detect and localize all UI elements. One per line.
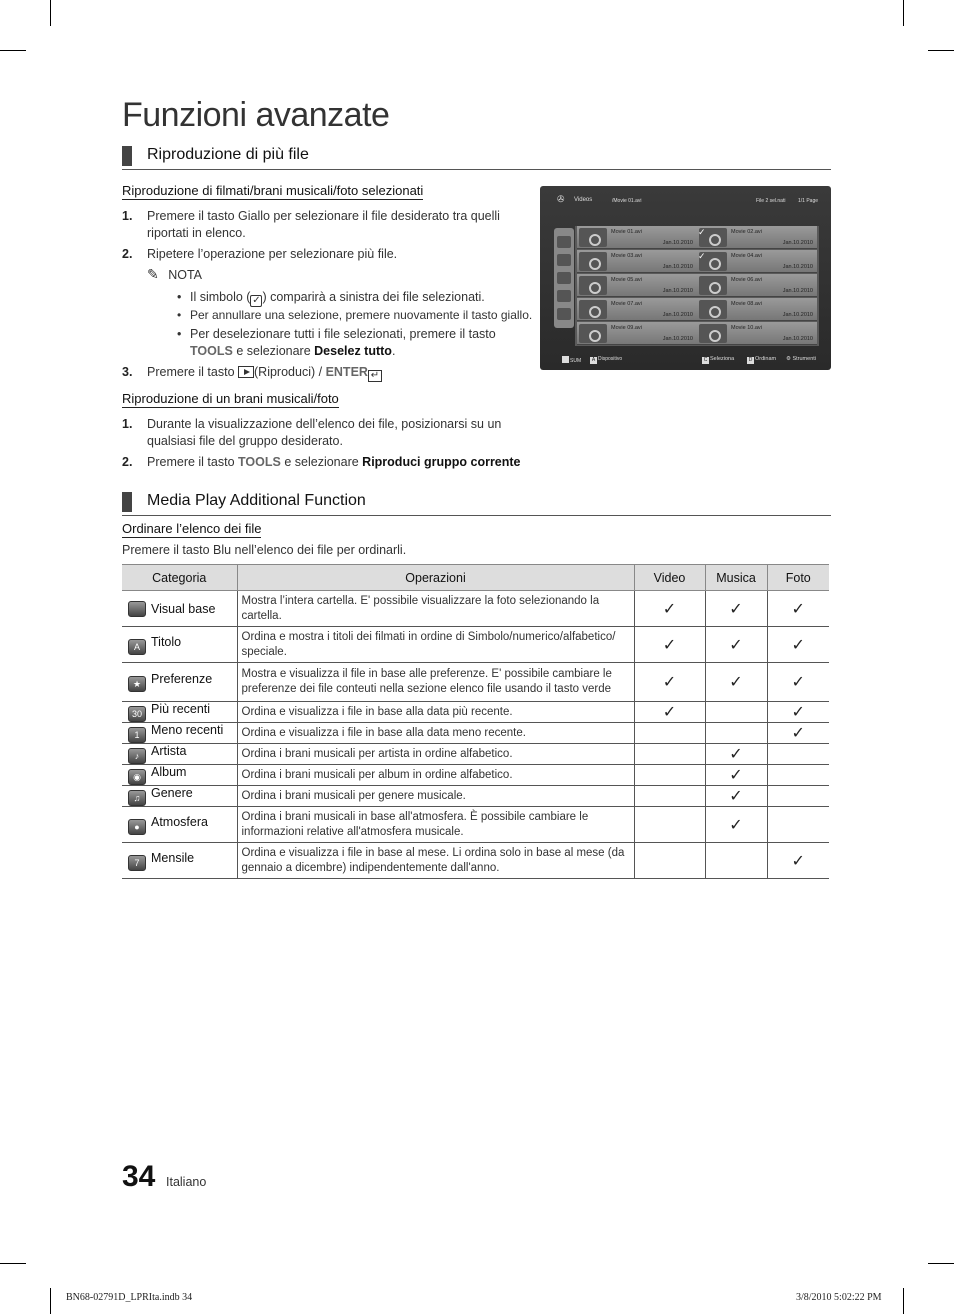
sort-options-table — [122, 564, 829, 879]
footer-tools — [786, 356, 816, 362]
step-number: 3. — [122, 365, 133, 379]
file-item[interactable] — [577, 322, 697, 345]
subsection-title: Riproduzione di filmati/brani musicali/foto selezionati — [122, 183, 424, 198]
section-heading-text: Media Play Additional Function — [147, 492, 366, 509]
category-cell — [122, 786, 237, 807]
category-name: Preferenze — [151, 672, 213, 686]
photo-cell — [767, 591, 829, 627]
bullet-text: Il simbolo ( — [190, 290, 251, 304]
category-name: Atmosfera — [151, 814, 208, 829]
footer-select — [702, 356, 734, 364]
footer-sum — [562, 356, 581, 364]
file-date: Jan.10.2010 — [782, 264, 813, 270]
operation-cell: Ordina i brani musicali in base all'atmosfera. È possibile cambiare le informazioni relative all'atmosfera musicale. — [237, 807, 634, 843]
file-item[interactable] — [577, 274, 697, 297]
header-photo: Foto — [767, 565, 829, 591]
category-cell — [122, 723, 237, 744]
selected-check-icon: ✓ — [698, 251, 706, 261]
note-bullet — [190, 326, 496, 360]
file-thumbnail — [579, 228, 607, 247]
check-mark-icon: ✓ — [729, 767, 743, 784]
category-cell — [122, 807, 237, 843]
operation-cell: Ordina e mostra i titoli dei filmati in ordine di Simbolo/numerico/alfabetico/ speciale. — [237, 627, 634, 663]
page-title: Funzioni avanzate — [122, 96, 390, 134]
operation-cell: Ordina i brani musicali per artista in ordine alfabetico. — [237, 744, 634, 765]
footer-tools-label: Strumenti — [792, 356, 817, 362]
category-name: Artista — [151, 744, 187, 758]
print-timestamp: 3/8/2010 5:02:22 PM — [796, 1292, 882, 1303]
film-reel-icon — [589, 330, 601, 342]
album-icon: ◉ — [128, 769, 146, 785]
music-cell — [705, 786, 767, 807]
step-text-part: e selezionare — [280, 455, 363, 469]
step-line: Premere il tasto Giallo per selezionare il file desiderato tra quelli — [147, 209, 500, 223]
tab-icon[interactable] — [557, 272, 571, 284]
file-item[interactable] — [577, 298, 697, 321]
screenshot-header — [540, 186, 831, 216]
check-mark-icon: ✓ — [729, 600, 743, 618]
screenshot-title: Videos — [574, 197, 593, 203]
genre-icon: ♫ — [128, 790, 146, 806]
music-cell — [705, 627, 767, 663]
video-cell — [634, 702, 705, 723]
check-mark-icon: ✓ — [791, 852, 805, 870]
file-date: Jan.10.2010 — [662, 264, 693, 270]
operation-cell: Ordina i brani musicali per genere musicale. — [237, 786, 634, 807]
file-date: Jan.10.2010 — [662, 288, 693, 294]
crop-mark — [928, 1263, 954, 1264]
crop-mark — [0, 1263, 26, 1264]
film-reel-icon — [709, 258, 721, 270]
film-reel-icon — [709, 282, 721, 294]
page-number: 34 — [122, 1160, 156, 1193]
photo-cell — [767, 807, 829, 843]
bullet-line — [190, 343, 496, 360]
table-row — [122, 744, 829, 765]
crop-mark — [903, 1288, 904, 1314]
file-item[interactable] — [577, 250, 697, 273]
tab-icon[interactable] — [557, 308, 571, 320]
step-line: qualsiasi file del gruppo desiderato. — [147, 434, 343, 448]
header-video: Video — [634, 565, 705, 591]
file-date: Jan.10.2010 — [782, 336, 813, 342]
tab-icon[interactable] — [557, 236, 571, 248]
check-mark-icon: ✓ — [662, 636, 677, 654]
video-cell — [634, 807, 705, 843]
video-cell — [634, 786, 705, 807]
step-text — [147, 416, 501, 450]
operation-cell: Ordina e visualizza i file in base alla data più recente. — [237, 702, 634, 723]
note-block — [147, 266, 202, 284]
check-mark-icon: ✓ — [791, 674, 805, 691]
operation-cell: Mostra l’intera cartella. E' possibile visualizzare la foto selezionando la cartella. — [237, 591, 634, 627]
film-reel-icon — [709, 306, 721, 318]
table-row — [122, 627, 829, 663]
music-cell — [705, 663, 767, 702]
photo-cell — [767, 663, 829, 702]
file-thumbnail — [579, 252, 607, 271]
file-name: Movie 06.avi — [731, 277, 762, 283]
step-number: 2. — [122, 455, 133, 469]
tools-icon: ⚙ — [786, 356, 791, 362]
category-name: Mensile — [151, 850, 195, 865]
step-text — [147, 364, 382, 382]
file-date: Jan.10.2010 — [782, 240, 813, 246]
table-row — [122, 786, 829, 807]
section-heading — [122, 490, 831, 516]
photo-cell — [767, 723, 829, 744]
file-thumbnail — [579, 300, 607, 319]
deselect-all-label: Deselez tutto — [314, 344, 392, 358]
tools-key: TOOLS — [190, 344, 233, 358]
music-cell — [705, 843, 767, 879]
check-mark-icon: ✓ — [662, 704, 677, 721]
tab-icon[interactable] — [557, 290, 571, 302]
table-row — [122, 843, 829, 879]
enter-icon: ↵ — [368, 370, 382, 382]
file-name: Movie 07.avi — [611, 301, 642, 307]
crop-mark — [50, 0, 51, 26]
file-name: Movie 10.avi — [731, 325, 762, 331]
title-a-icon: A — [128, 639, 146, 655]
check-mark-icon: ✓ — [729, 788, 743, 805]
music-cell — [705, 765, 767, 786]
music-cell — [705, 744, 767, 765]
file-date: Jan.10.2010 — [782, 288, 813, 294]
header-operations: Operazioni — [237, 565, 634, 591]
bullet-text: e selezionare — [232, 344, 315, 358]
note-pencil-icon: ✎ — [147, 266, 159, 282]
bullet-text: • Per deselezionare tutti i file selezionati, premere il tasto — [190, 327, 496, 341]
folder-icon — [128, 601, 146, 617]
sum-key-icon — [562, 356, 569, 363]
check-mark-icon: ✓ — [729, 746, 743, 763]
photo-cell — [767, 744, 829, 765]
video-cell — [634, 723, 705, 744]
calendar-30-icon: 30 — [128, 706, 146, 722]
video-cell — [634, 744, 705, 765]
video-cell — [634, 663, 705, 702]
operation-cell: Ordina e visualizza i file in base al mese. Li ordina solo in base al mese (da gennaio a dicembre) indipendentemente dall'anno. — [237, 843, 634, 879]
category-name: Album — [151, 765, 187, 779]
file-item[interactable] — [697, 298, 817, 321]
note-label: NOTA — [168, 268, 203, 282]
category-cell — [122, 627, 237, 663]
film-reel-icon — [589, 258, 601, 270]
film-reel-icon — [589, 306, 601, 318]
photo-cell — [767, 627, 829, 663]
bullet-text: ) comparirà a sinistra dei file selezionati. — [262, 290, 485, 304]
file-thumbnail — [699, 276, 727, 295]
operation-cell: Ordina i brani musicali per album in ordine alfabetico. — [237, 765, 634, 786]
category-name: Genere — [151, 786, 193, 800]
video-cell — [634, 843, 705, 879]
screenshot-status: File 2 sel.nati — [756, 198, 786, 204]
music-cell — [705, 807, 767, 843]
section-bar — [122, 146, 132, 166]
table-header-row — [122, 565, 829, 591]
check-mark-icon: ✓ — [662, 600, 677, 618]
category-name: Titolo — [151, 634, 182, 649]
category-cell — [122, 765, 237, 786]
crop-mark — [0, 50, 26, 51]
footer-sum-label: SUM — [570, 358, 582, 364]
music-cell — [705, 591, 767, 627]
step-line: riportati in elenco. — [147, 226, 246, 240]
bullet-text: . — [391, 344, 396, 358]
photo-cell — [767, 702, 829, 723]
check-mark-icon: ✓ — [791, 636, 805, 654]
photo-cell — [767, 786, 829, 807]
file-name: Movie 03.avi — [611, 253, 642, 259]
footer-sort-label: Ordinam — [755, 356, 777, 362]
play-button-icon — [238, 366, 254, 378]
file-date: Jan.10.2010 — [782, 312, 813, 318]
table-row — [122, 702, 829, 723]
step-text-part: Premere il tasto — [147, 365, 239, 379]
film-reel-icon — [709, 234, 721, 246]
header-category: Categoria — [122, 565, 237, 591]
footer-device-label: Dispositivo — [598, 356, 623, 362]
file-date: Jan.10.2010 — [662, 240, 693, 246]
check-mark-icon: ✓ — [729, 636, 743, 654]
table-row — [122, 807, 829, 843]
selected-check-icon: ✓ — [698, 227, 706, 237]
a-key: A — [591, 357, 596, 363]
file-name: Movie 01.avi — [611, 229, 642, 235]
footer-select-label: Seleziona — [710, 356, 735, 362]
crop-mark — [903, 0, 904, 26]
screenshot-page: 1/1 Page — [798, 198, 819, 204]
film-reel-icon — [709, 330, 721, 342]
crop-mark — [928, 50, 954, 51]
check-symbol-icon: ✓ — [252, 295, 261, 306]
file-item[interactable] — [697, 274, 817, 297]
step-text-part: (Riproduci) / — [254, 365, 326, 379]
c-key: C — [703, 357, 708, 363]
step-text — [147, 454, 521, 471]
file-name: Movie 08.avi — [731, 301, 762, 307]
check-mark-icon: ✓ — [729, 674, 743, 691]
video-cell — [634, 765, 705, 786]
music-cell — [705, 702, 767, 723]
enter-key: ENTER — [325, 365, 368, 379]
category-tabs — [554, 228, 574, 328]
step-number: 2. — [122, 247, 133, 261]
film-reel-icon — [589, 282, 601, 294]
check-mark-icon: ✓ — [791, 704, 805, 721]
subsection-title: Ordinare l’elenco dei file — [122, 521, 262, 536]
file-grid — [575, 226, 819, 346]
photo-cell — [767, 843, 829, 879]
step-number: 1. — [122, 209, 133, 223]
video-cell — [634, 627, 705, 663]
subsection-title: Riproduzione di un brani musicali/foto — [122, 391, 339, 406]
calendar-7-icon: 7 — [128, 855, 146, 871]
section-heading-text: Riproduzione di più file — [147, 146, 309, 163]
calendar-1-icon: 1 — [128, 727, 146, 743]
page-language: Italiano — [166, 1175, 207, 1189]
tv-screenshot — [540, 186, 831, 370]
file-thumbnail — [579, 324, 607, 343]
category-cell — [122, 744, 237, 765]
category-cell — [122, 843, 237, 879]
artist-icon: ♪ — [128, 748, 146, 764]
file-name: Movie 09.avi — [611, 325, 642, 331]
category-cell — [122, 702, 237, 723]
note-bullet — [190, 289, 485, 307]
step-number: 1. — [122, 417, 133, 431]
check-mark-icon: ✓ — [662, 674, 677, 691]
operation-cell: Mostra e visualizza il file in base alle preferenze. E' possibile cambiare le preferenze dei file conteuti nella sezione elenco file usando il tasto verde — [237, 663, 634, 702]
step-text — [147, 208, 500, 242]
file-item[interactable] — [697, 226, 817, 249]
music-cell — [705, 723, 767, 744]
photo-cell — [767, 765, 829, 786]
d-key: D — [748, 357, 753, 363]
file-item[interactable] — [697, 322, 817, 345]
file-thumbnail — [699, 300, 727, 319]
category-cell — [122, 591, 237, 627]
crop-mark — [50, 1288, 51, 1314]
table-row — [122, 765, 829, 786]
file-name: Movie 05.avi — [611, 277, 642, 283]
print-file-info: BN68-02791D_LPRIta.indb 34 — [66, 1292, 193, 1303]
section-bar — [122, 492, 132, 512]
star-icon: ★ — [128, 676, 146, 692]
category-name: Visual base — [151, 601, 216, 616]
tools-key: TOOLS — [238, 455, 281, 469]
check-mark-icon: ✓ — [729, 816, 743, 834]
file-thumbnail — [699, 324, 727, 343]
tab-icon[interactable] — [557, 254, 571, 266]
operation-cell: Ordina e visualizza i file in base alla data meno recente. — [237, 723, 634, 744]
file-date: Jan.10.2010 — [662, 336, 693, 342]
play-group-label: Riproduci gruppo corrente — [362, 455, 521, 469]
note-bullet: • Per annullare una selezione, premere nuovamente il tasto giallo. — [190, 307, 532, 324]
footer-device — [590, 356, 622, 364]
section-heading — [122, 144, 831, 170]
screenshot-footer — [540, 350, 831, 370]
file-name: Movie 02.avi — [731, 229, 762, 235]
table-row — [122, 591, 829, 627]
file-item[interactable] — [697, 250, 817, 273]
intro-text: Premere il tasto Blu nell’elenco dei file per ordinarli. — [122, 543, 407, 557]
header-music: Musica — [705, 565, 767, 591]
file-name: Movie 04.avi — [731, 253, 762, 259]
category-name: Più recenti — [151, 702, 211, 716]
footer-sort — [747, 356, 776, 364]
screenshot-path: /Movie 01.avi — [612, 198, 642, 204]
step-text-part: Premere il tasto — [147, 455, 239, 469]
file-date: Jan.10.2010 — [662, 312, 693, 318]
file-thumbnail — [579, 276, 607, 295]
film-reel-icon — [589, 234, 601, 246]
check-mark-icon: ✓ — [791, 725, 805, 742]
check-mark-icon: ✓ — [791, 600, 805, 618]
category-cell — [122, 663, 237, 702]
step-text: Ripetere l’operazione per selezionare più file. — [147, 247, 398, 261]
category-name: Meno recenti — [151, 723, 224, 737]
table-row — [122, 723, 829, 744]
mood-icon: ● — [128, 819, 146, 835]
file-item[interactable] — [577, 226, 697, 249]
video-cell — [634, 591, 705, 627]
table-row — [122, 663, 829, 702]
step-line: Durante la visualizzazione dell’elenco dei file, posizionarsi su un — [147, 417, 502, 431]
videos-icon: ✇ — [557, 194, 565, 204]
